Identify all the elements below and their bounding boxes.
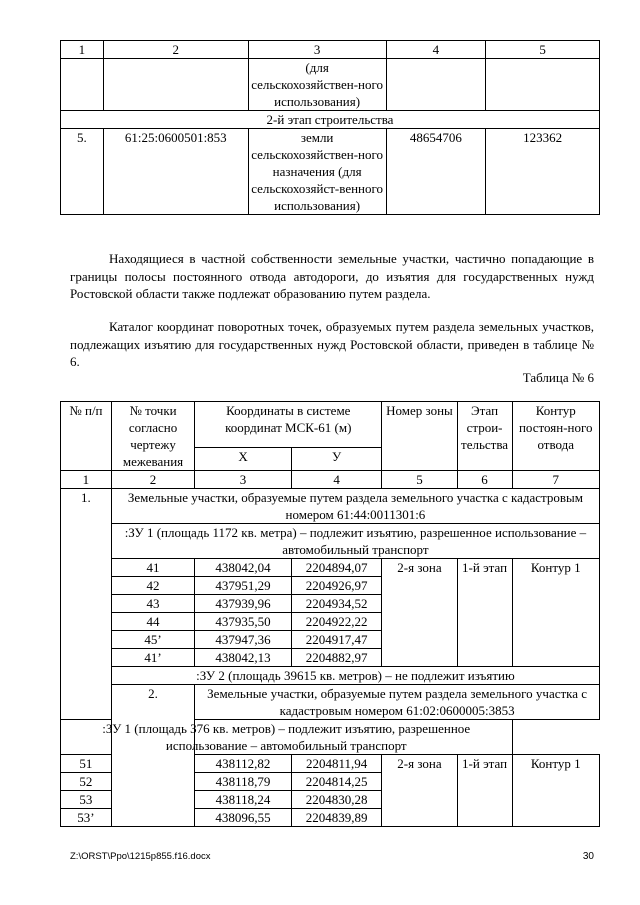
col-num: 4 [386,41,486,59]
coordinates-table [60,401,600,827]
coord-x: 437947,36 [195,631,292,649]
col-num: 5 [486,41,600,59]
group-row [61,685,600,720]
header-coordinates: Координаты в системе координат МСК-61 (м) [195,402,382,448]
area-taken: 123362 [486,129,600,215]
col-num: 2 [103,41,248,59]
stage-value: 1-й этап [457,755,512,827]
coord-x: 438118,79 [195,773,292,791]
zone-value: 2-я зона [382,559,457,667]
point-number: 41’ [111,649,194,667]
coord-x: 438118,24 [195,791,292,809]
col-num: 1 [61,471,112,489]
coord-y: 2204894,07 [291,559,382,577]
zone-value: 2-я зона [382,755,457,827]
point-number: 42 [111,577,194,595]
coord-x: 438112,82 [195,755,292,773]
zu-description: :ЗУ 2 (площадь 39615 кв. метров) – не подлежит изъятию [111,667,599,685]
zu-row [61,524,600,559]
contour-value: Контур 1 [512,559,600,667]
row-number: 5. [61,129,104,215]
land-category: земли сельскохозяйствен-ного назначения (для сельскохозяйст-венного использования) [248,129,386,215]
coord-y: 2204830,28 [291,791,382,809]
coord-y: 2204917,47 [291,631,382,649]
table-row [61,129,600,215]
coord-x: 438042,13 [195,649,292,667]
coord-y: 2204926,97 [291,577,382,595]
stage-label: 2-й этап строительства [61,111,600,129]
col-num: 3 [195,471,292,489]
table-header-row [61,41,600,59]
header-y: У [291,447,382,470]
col-num: 1 [61,41,104,59]
stage-row [61,111,600,129]
group-title: Земельные участки, образуемые путем раздела земельного участка с кадастровым номером 61:44:0011301:6 [111,489,599,524]
point-number: 44 [111,613,194,631]
header-num: № п/п [61,402,112,471]
contour-value: Контур 1 [512,755,600,827]
point-number: 51 [61,755,112,773]
table-caption: Таблица № 6 [522,370,594,385]
coord-y: 2204839,89 [291,809,382,827]
group-row [61,489,600,524]
header-x: X [195,447,292,470]
column-numbers-row [61,471,600,489]
col-num: 6 [457,471,512,489]
table-header-row [61,402,600,448]
coord-x: 437935,50 [195,613,292,631]
table-continuation [60,40,600,215]
zu-description: :ЗУ 1 (площадь 376 кв. метров) – подлежит изъятию, разрешенное использование – автомобильный транспорт [61,720,513,755]
coord-x: 437939,96 [195,595,292,613]
point-number: 45’ [111,631,194,649]
col-num: 4 [291,471,382,489]
coord-y: 2204811,94 [291,755,382,773]
coord-y: 2204814,25 [291,773,382,791]
header-zone: Номер зоны [382,402,457,471]
coord-x: 437951,29 [195,577,292,595]
paragraph-catalog: Каталог координат поворотных точек, образуемых путем раздела земельных участков, подлежащих изъятию для государственных нужд Ростовской области, приведен в таблице № 6. [70,319,594,369]
footer-file-path: Z:\ORST\Ppo\1215p855.f16.docx [70,851,211,862]
zu-description: :ЗУ 1 (площадь 1172 кв. метра) – подлежит изъятию, разрешенное использование – автомобильный транспорт [111,524,599,559]
area-total: 48654706 [386,129,486,215]
coord-x: 438096,55 [195,809,292,827]
col-num: 2 [111,471,194,489]
point-number: 53 [61,791,112,809]
group-number: 1. [61,489,112,720]
point-number: 41 [111,559,194,577]
col-num: 3 [248,41,386,59]
group-title: Земельные участки, образуемые путем раздела земельного участка с кадастровым номером 61:02:0600005:3853 [195,685,600,720]
zu-row [61,667,600,685]
header-point: № точки согласно чертежу межевания [111,402,194,471]
point-number: 52 [61,773,112,791]
header-stage: Этап строи-тельства [457,402,512,471]
coord-x: 438042,04 [195,559,292,577]
category-cell: (для сельскохозяйствен-ного использования) [248,59,386,111]
point-number: 53’ [61,809,112,827]
coord-y: 2204934,52 [291,595,382,613]
page-number: 30 [582,851,594,862]
table-row [61,559,600,577]
cadastral-number: 61:25:0600501:853 [103,129,248,215]
group-number: 2. [111,685,194,827]
header-contour: Контур постоян-ного отвода [512,402,600,471]
coord-y: 2204882,97 [291,649,382,667]
coord-y: 2204922,22 [291,613,382,631]
stage-value: 1-й этап [457,559,512,667]
zu-row [61,720,600,755]
col-num: 5 [382,471,457,489]
table-row [61,59,600,111]
paragraph-private-land: Находящиеся в частной собственности земельные участки, частично попадающие в границы полосы постоянного отвода автодороги, до изъятия для государственных нужд Ростовской области также подлежат образованию путем раздела. [70,251,594,301]
point-number: 43 [111,595,194,613]
col-num: 7 [512,471,600,489]
